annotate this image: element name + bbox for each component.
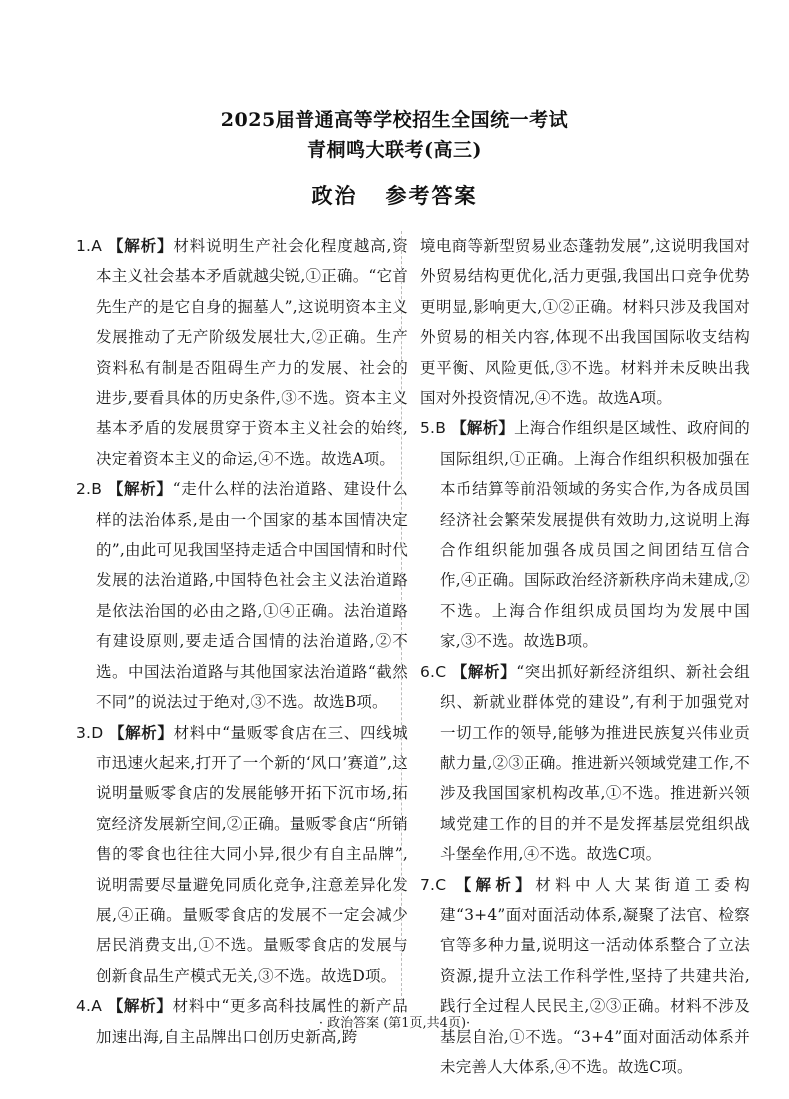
question-item [76,474,408,717]
answer-letter: D [91,723,104,742]
analysis-tag: 【解析】 [108,722,174,742]
answer-letter: C [435,875,447,894]
exam-title: 2025届普通高等学校招生全国统一考试 [220,109,569,131]
question-item [420,413,750,656]
question-number: 2. [76,480,92,499]
question-item [420,870,750,1083]
analysis-tag: 【解析】 [107,236,174,255]
question-number: 5. [420,419,436,438]
question-item [76,231,408,474]
exam-subtitle: 青桐鸣大联考(高三) [307,139,482,161]
analysis-tag: 【解析】 [451,661,517,681]
answer-letter: B [91,480,103,499]
question-number: 3. [76,723,92,742]
answer-key-label: 参考答案 [385,183,478,208]
left-column [76,231,408,1052]
analysis-tag: 【解析】 [107,996,173,1016]
analysis-tag: 【解析】 [455,874,536,894]
answer-letter: C [435,662,447,681]
analysis-text: 材料中人大某街道工委构建“3+4”面对面活动体系,凝聚了法官、检察官等多种力量,说明这一活动体系整合了立法资源,提升立法工作科学性,坚持了共建共治,践行全过程人民民主,②③正确。材料不涉及基层自治,①不选。“3+4”面对面活动体系并未完善人大体系,④不选。故选C项。 [440,875,750,1076]
question-number: 6. [420,662,436,681]
question-number: 4. [76,997,92,1016]
analysis-text: 材料说明生产社会化程度越高,资本主义社会基本矛盾就越尖锐,①正确。“它首先生产的是它自身的掘墓人”,这说明资本主义发展推动了无产阶级发展壮大,②正确。生产资料私有制是否阻碍生产力的发展、社会的进步,要看具体的历史条件,③不选。资本主义基本矛盾的发展贯穿于资本主义社会的始终,决定着资本主义的命运,④不选。故选A项。 [96,237,408,468]
subject-heading [0,180,789,210]
question-number: 1. [76,237,92,255]
subject-name: 政治 [311,183,358,208]
question-number: 7. [420,875,436,894]
question-item-continued [420,231,750,413]
analysis-text: 材料中“量贩零食店在三、四线城市迅速火起来,打开了一个新的‘风口’赛道”,这说明量贩零食店的发展能够开拓下沉市场,拓宽经济发展新空间,②正确。量贩零食店“所销售的零食也往往大同小异,很少有自主品牌”,说明需要尽量避免同质化竞争,注意差异化发展,④正确。量贩零食店的发展不一定会减少居民消费支出,①不选。量贩零食店的发展与创新食品生产模式无关,③不选。故选D项。 [96,723,408,985]
answer-letter: B [435,419,447,438]
analysis-text: “走什么样的法治道路、建设什么样的法治体系,是由一个国家的基本国情决定的”,由此可见我国坚持走适合中国国情和时代发展的法治道路,中国特色社会主义法治道路是依法治国的必由之路,①④正确。法治道路有建设原则,要走适合国情的法治道路,②不选。中国法治道路与其他国家法治道路“截然不同”的说法过于绝对,③不选。故选B项。 [96,480,408,712]
page-footer: · 政治答案 (第1页,共4页)· [318,1016,471,1031]
analysis-tag: 【解析】 [451,418,515,438]
analysis-text: 材料中“更多高科技属性的新产品加速出海,自主品牌出口创历史新高,跨 [96,997,408,1046]
question-item [420,657,750,870]
answer-letter: A [91,237,103,255]
question-item [76,718,408,992]
answer-letter: A [91,997,103,1016]
right-column [420,231,750,1082]
analysis-text: 境电商等新型贸易业态蓬勃发展”,这说明我国对外贸易结构更优化,活力更强,我国出口竞争优势更明显,影响更大,①②正确。材料只涉及我国对外贸易的相关内容,体现不出我国国际收支结构更平衡、风险更低,③不选。材料并未反映出我国对外投资情况,④不选。故选A项。 [420,237,750,408]
column-divider [401,231,402,1001]
analysis-text: 上海合作组织是区域性、政府间的国际组织,①正确。上海合作组织积极加强在本币结算等前沿领域的务实合作,为各成员国经济社会繁荣发展提供有效助力,这说明上海合作组织能加强各成员国之间团结互信合作,④正确。国际政治经济新秩序尚未建成,②不选。上海合作组织成员国均为发展中国家,③不选。故选B项。 [440,419,750,651]
analysis-tag: 【解析】 [107,479,173,499]
analysis-text: “突出抓好新经济组织、新社会组织、新就业群体党的建设”,有利于加强党对一切工作的领导,能够为推进民族复兴伟业贡献力量,②③正确。推进新兴领域党建工作,不涉及我国国家机构改革,①不选。推进新兴领域党建工作的目的并不是发挥基层党组织战斗堡垒作用,④不选。故选C项。 [440,662,750,864]
